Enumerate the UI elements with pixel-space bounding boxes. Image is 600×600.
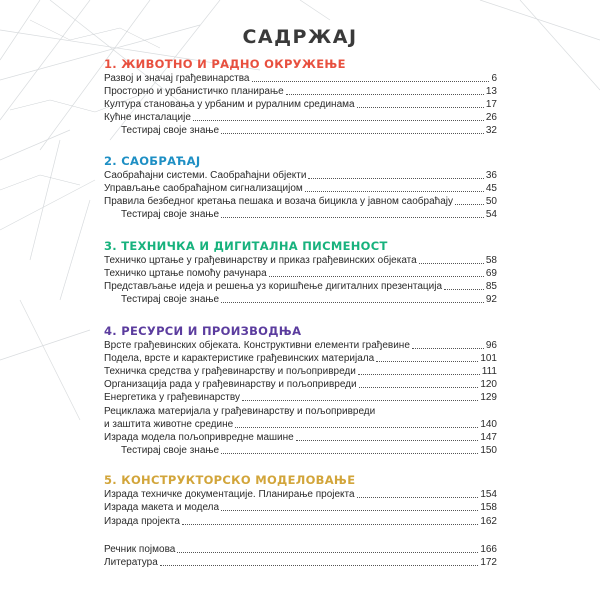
dot-leader xyxy=(296,440,479,441)
toc-entry[interactable] xyxy=(104,391,497,404)
dot-leader xyxy=(177,552,478,553)
page-number: 111 xyxy=(481,366,497,377)
page-number: 162 xyxy=(480,516,497,527)
entry-title: Просторно и урбанистичко планирање xyxy=(104,86,284,97)
dot-leader xyxy=(286,94,484,95)
toc-entry-test[interactable] xyxy=(104,124,497,137)
page-number: 50 xyxy=(485,196,497,207)
dot-leader xyxy=(160,565,479,566)
entry-title: Представљање идеја и решења уз коришћење дигиталних презентација xyxy=(104,281,443,292)
section-heading: 1. ЖИВОТНО И РАДНО ОКРУЖЕЊЕ xyxy=(104,57,346,71)
page-number: 6 xyxy=(491,73,497,84)
page-number: 172 xyxy=(480,557,497,568)
dot-leader xyxy=(221,510,478,511)
entry-title: Тестирај своје знање xyxy=(121,445,220,456)
toc-entry-line-2[interactable] xyxy=(104,418,497,431)
page-number: 45 xyxy=(485,183,497,194)
entry-title: Правила безбедног кретања пешака и возача бицикла у јавном саобраћају xyxy=(104,196,453,207)
toc-entry[interactable] xyxy=(104,280,497,293)
page-number: 140 xyxy=(480,419,497,430)
toc-entry[interactable] xyxy=(104,501,497,514)
entry-title: и заштита животне средине xyxy=(104,419,234,430)
entry-title: Култура становања у урбаним и руралним срединама xyxy=(104,99,355,110)
entry-title: Рециклажа материјала у грађевинарству и пољопривреди xyxy=(104,406,376,417)
dot-leader xyxy=(221,302,484,303)
toc-entry-test[interactable] xyxy=(104,293,497,306)
page-number: 166 xyxy=(480,544,497,555)
page-number: 92 xyxy=(485,294,497,305)
page-number: 129 xyxy=(480,392,497,403)
toc-entry[interactable] xyxy=(104,111,497,124)
toc-entry[interactable] xyxy=(104,365,497,378)
section-heading: 2. САОБРАЋАЈ xyxy=(104,154,201,168)
entry-title: Литература xyxy=(104,557,158,568)
entry-title: Техничко цртање у грађевинарству и приказ грађевинских објеката xyxy=(104,255,417,266)
entry-title: Израда макета и модела xyxy=(104,502,220,513)
entry-title: Организација рада у грађевинарству и пољопривреди xyxy=(104,379,357,390)
entry-title: Израда модела пољопривредне машине xyxy=(104,432,294,443)
dot-leader xyxy=(242,400,478,401)
dot-leader xyxy=(455,204,484,205)
entry-title: Тестирај своје знање xyxy=(121,209,220,220)
section-heading: 4. РЕСУРСИ И ПРОИЗВОДЊА xyxy=(104,324,302,338)
page-number: 36 xyxy=(485,170,497,181)
toc-entry[interactable] xyxy=(104,195,497,208)
entry-title: Речник појмова xyxy=(104,544,176,555)
toc-entry[interactable] xyxy=(104,98,497,111)
dot-leader xyxy=(252,81,490,82)
toc-entry[interactable] xyxy=(104,85,497,98)
page-number: 158 xyxy=(480,502,497,513)
entry-title: Подела, врсте и карактеристике грађевинских материјала xyxy=(104,353,375,364)
dot-leader xyxy=(221,217,484,218)
toc-entry-line-1[interactable] xyxy=(104,405,497,418)
dot-leader xyxy=(419,263,484,264)
toc-entry-literature[interactable] xyxy=(104,556,497,569)
toc-entry-test[interactable] xyxy=(104,208,497,221)
entry-title: Кућне инсталације xyxy=(104,112,191,123)
dot-leader xyxy=(305,191,484,192)
page-number: 154 xyxy=(480,489,497,500)
dot-leader xyxy=(235,427,478,428)
dot-leader xyxy=(357,107,484,108)
dot-leader xyxy=(269,276,484,277)
dot-leader xyxy=(357,497,479,498)
entry-title: Техничко цртање помоћу рачунара xyxy=(104,268,267,279)
page-number: 120 xyxy=(480,379,497,390)
page-number: 17 xyxy=(485,99,497,110)
toc-entry[interactable] xyxy=(104,182,497,195)
entry-title: Врсте грађевинских објеката. Конструктивни елементи грађевине xyxy=(104,340,410,351)
entry-title: Израда пројекта xyxy=(104,516,180,527)
entry-title: Енергетика у грађевинарству xyxy=(104,392,240,403)
toc-entry[interactable] xyxy=(104,169,497,182)
page-number: 32 xyxy=(485,125,497,136)
toc-entry[interactable] xyxy=(104,488,497,501)
entry-title: Тестирај своје знање xyxy=(121,294,220,305)
dot-leader xyxy=(221,133,484,134)
entry-title: Техничка средства у грађевинарству и пољопривреди xyxy=(104,366,356,377)
page-number: 101 xyxy=(480,353,497,364)
toc-entry[interactable] xyxy=(104,378,497,391)
dot-leader xyxy=(359,387,479,388)
toc-entry[interactable] xyxy=(104,515,497,528)
toc-entry[interactable] xyxy=(104,431,497,444)
dot-leader xyxy=(182,524,478,525)
page-number: 69 xyxy=(485,268,497,279)
dot-leader xyxy=(221,453,478,454)
dot-leader xyxy=(308,178,483,179)
dot-leader xyxy=(193,120,484,121)
dot-leader xyxy=(444,289,484,290)
toc-entry[interactable] xyxy=(104,72,497,85)
page-number: 147 xyxy=(480,432,497,443)
entry-title: Израда техничке документације. Планирање пројекта xyxy=(104,489,355,500)
entry-title: Тестирај своје знање xyxy=(121,125,220,136)
page-number: 54 xyxy=(485,209,497,220)
toc-entry[interactable] xyxy=(104,254,497,267)
section-heading: 3. ТЕХНИЧКА И ДИГИТАЛНА ПИСМЕНОСТ xyxy=(104,239,388,253)
page-number: 85 xyxy=(485,281,497,292)
toc-entry[interactable] xyxy=(104,339,497,352)
toc-entry-test[interactable] xyxy=(104,444,497,457)
entry-title: Саобраћајни системи. Саобраћајни објекти xyxy=(104,170,307,181)
section-heading: 5. КОНСТРУКТОРСКО МОДЕЛОВАЊЕ xyxy=(104,473,356,487)
page-number: 96 xyxy=(485,340,497,351)
dot-leader xyxy=(358,374,480,375)
dot-leader xyxy=(376,361,478,362)
page-number: 26 xyxy=(485,112,497,123)
page-number: 150 xyxy=(480,445,497,456)
page-number: 13 xyxy=(485,86,497,97)
toc-entry-glossary[interactable] xyxy=(104,543,497,556)
dot-leader xyxy=(412,348,484,349)
page-number: 58 xyxy=(485,255,497,266)
entry-title: Управљање саобраћајном сигнализацијом xyxy=(104,183,303,194)
entry-title: Развој и значај грађевинарства xyxy=(104,73,250,84)
toc-entry[interactable] xyxy=(104,267,497,280)
toc-entry[interactable] xyxy=(104,352,497,365)
page-title: САДРЖАЈ xyxy=(242,26,358,48)
